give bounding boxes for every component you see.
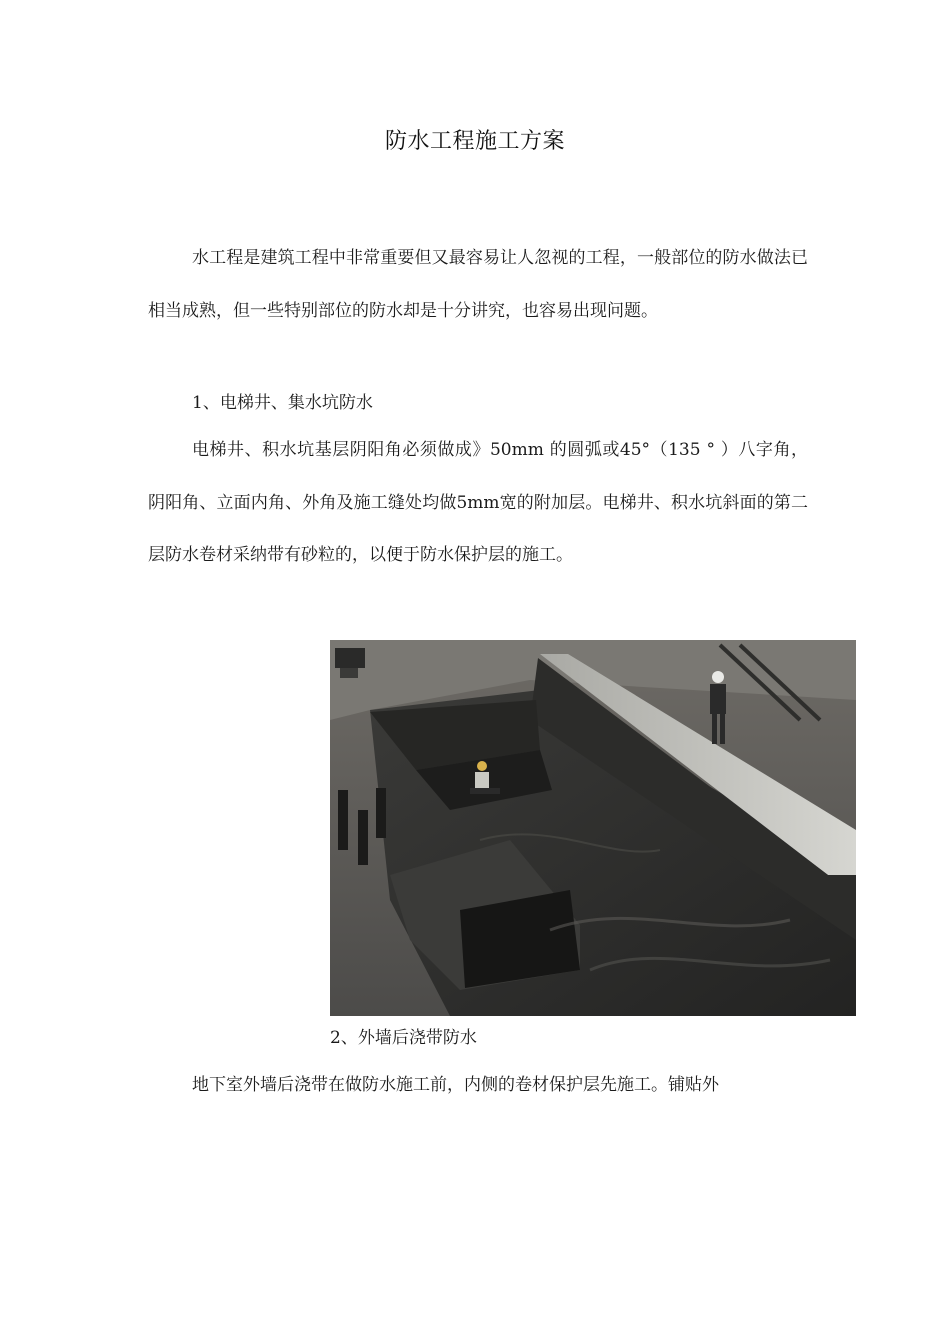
section-2-heading: 2、外墙后浇带防水 (330, 1028, 477, 1048)
section-1-heading: 1、电梯井、集水坑防水 (192, 393, 373, 413)
page-title: 防水工程施工方案 (384, 129, 565, 154)
intro-paragraph: 水工程是建筑工程中非常重要但又最容易让人忽视的工程，一般部位的防水做法已相当成熟，但一些特别部位的防水却是十分讲究，也容易出现问题。 (148, 248, 808, 321)
section-2-paragraph: 地下室外墙后浇带在做防水施工前，内侧的卷材保护层先施工。铺贴外 (192, 1075, 719, 1095)
construction-photo (330, 640, 856, 1016)
section-1-paragraph: 电梯井、积水坑基层阴阳角必须做成》50mm 的圆弧或45°（135 ° ）八字角，阴阳角、立面内角、外角及施工缝处均做5mm宽的附加层。电梯井、积水坑斜面的第二层防水卷材采纳带有砂粒的，以便于防水保护层的施工。 (148, 440, 808, 565)
